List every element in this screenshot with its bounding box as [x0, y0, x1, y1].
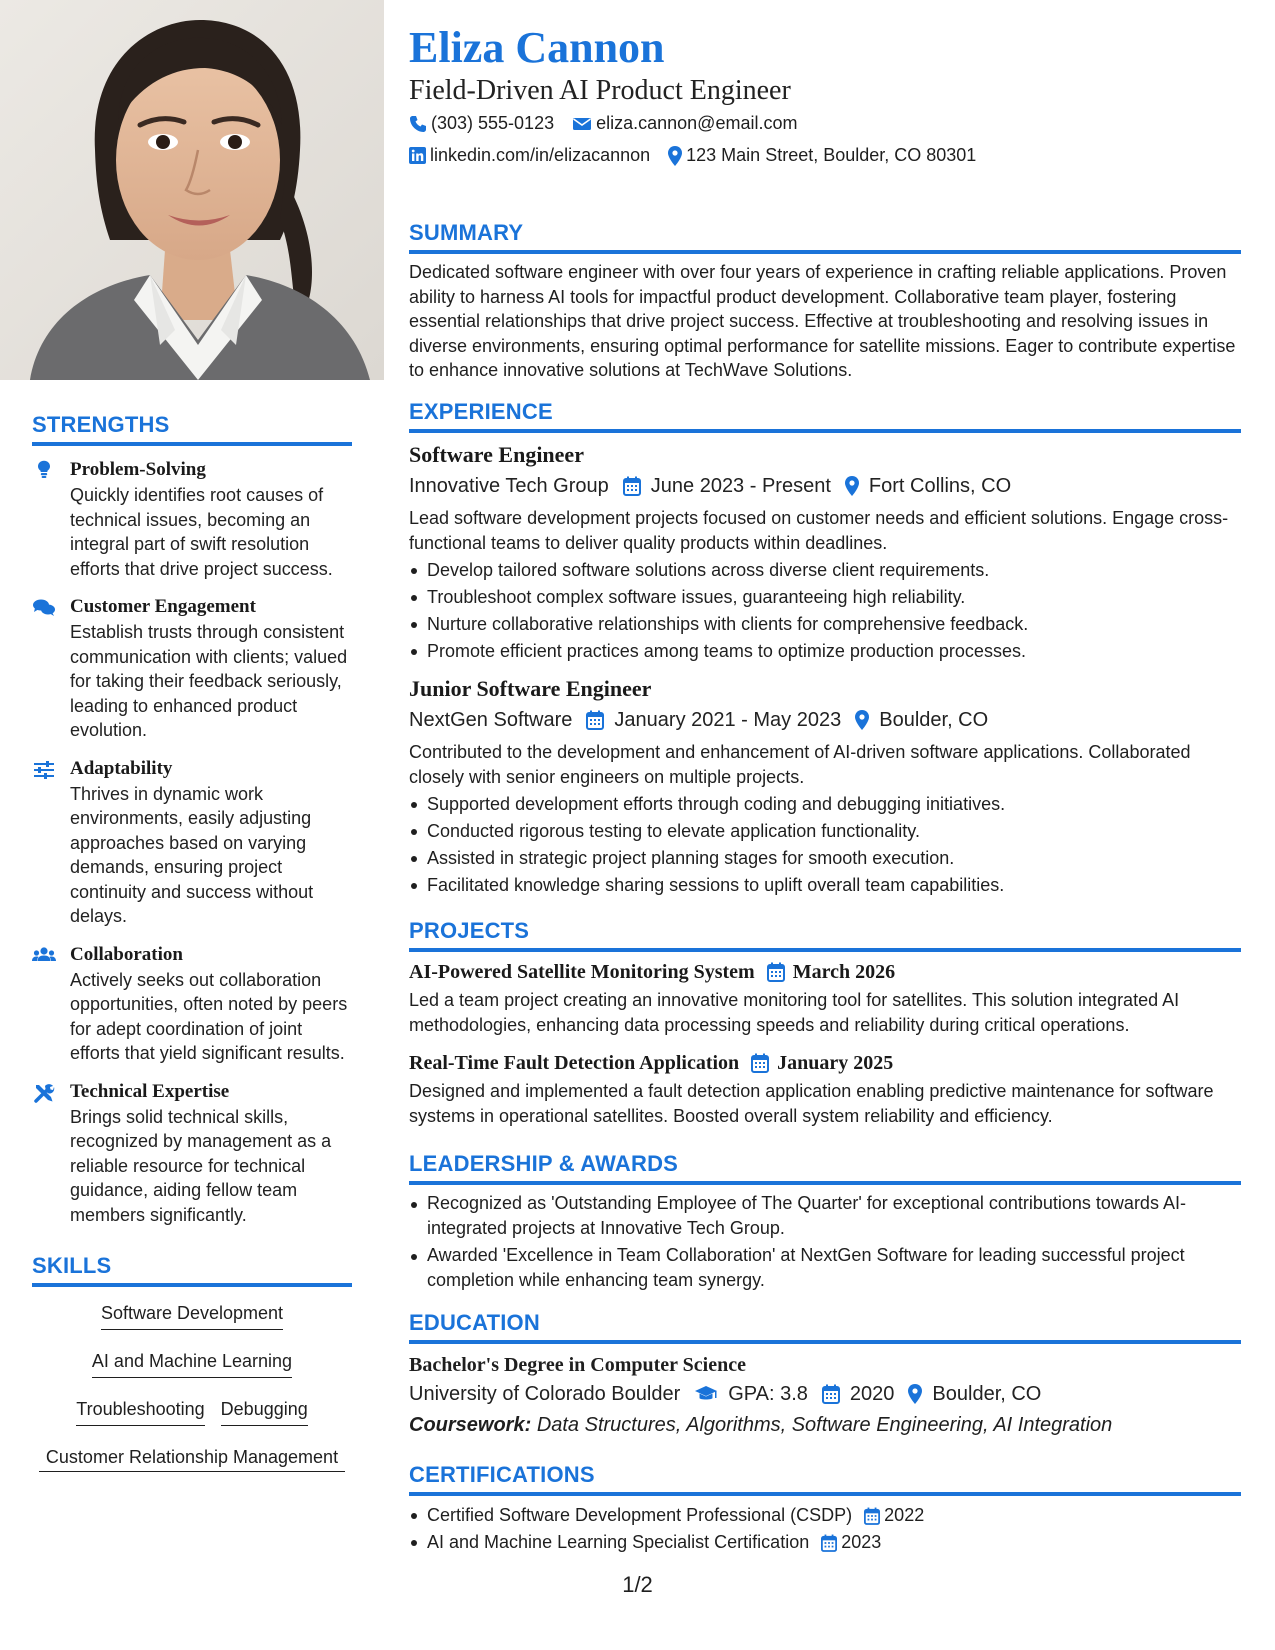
skill-tag: Debugging [221, 1397, 308, 1426]
job-bullet: Nurture collaborative relationships with clients for comprehensive feedback. [409, 611, 1241, 638]
strengths-rule [32, 442, 352, 446]
project-description: Led a team project creating an innovative monitoring tool for satellites. This solution integrated AI methodologies, enhancing data processing speeds and reliability during critical operations. [409, 990, 1180, 1035]
certification-list [409, 1502, 1241, 1556]
strength-description: Establish trusts through consistent communication with clients; valued for taking their feedback seriously, leading to enhanced product evolution. [70, 622, 348, 740]
job-location-wrap [855, 706, 988, 734]
project-title-row [409, 1049, 1241, 1077]
skill-tag: AI and Machine Learning [92, 1349, 292, 1378]
strength-item [32, 757, 352, 929]
gpa: GPA: 3.8 [728, 1383, 808, 1405]
contact-row-2 [409, 145, 994, 166]
contact-email [572, 113, 797, 134]
strength-title: Collaboration [70, 943, 183, 965]
strength-item [32, 595, 352, 743]
strength-title: Customer Engagement [70, 596, 256, 617]
edu-year-wrap [822, 1380, 895, 1408]
job-title: Software Engineer [409, 442, 584, 467]
job-dates-wrap [623, 472, 831, 500]
summary-text: Dedicated software engineer with over four years of experience in crafting reliable applications. Proven ability to harness AI tools for impactful product development. Collaborative team player, fostering essential relationships that drive project success. Effective at troubleshooting and resolving issues in diverse environments, ensuring optimal performance for satellite missions. Eager to contribute expertise to enhance innovative solutions at TechWave Solutions. [409, 262, 1236, 380]
skill-tag: Software Development [101, 1301, 283, 1330]
job-description: Contributed to the development and enhancement of AI-driven software applications. Collaborated closely with senior engineers on multiple projects. [409, 742, 1191, 787]
left-column [0, 0, 384, 1650]
linkedin-text: linkedin.com/in/elizacannon [430, 145, 651, 165]
project-entry [409, 1049, 1241, 1128]
job-bullet: Supported development efforts through coding and debugging initiatives. [409, 791, 1241, 818]
strength-item [32, 1080, 352, 1228]
strength-title: Adaptability [70, 757, 173, 779]
projects-section [409, 918, 1241, 1128]
gpa-wrap [694, 1380, 808, 1408]
graduation-cap-icon [694, 1385, 718, 1403]
phone-text: (303) 555-0123 [431, 113, 555, 133]
job-bullet: Facilitated knowledge sharing sessions to uplift overall team capabilities. [409, 872, 1241, 899]
certification-year: 2022 [884, 1505, 925, 1525]
envelope-icon [572, 116, 592, 132]
page-number: 1/2 [622, 1572, 653, 1597]
calendar-icon [822, 1384, 840, 1404]
contact-row [409, 113, 815, 134]
map-pin-icon [845, 476, 859, 496]
sliders-icon [32, 759, 56, 781]
lightbulb-icon [32, 460, 56, 482]
job-entry [409, 675, 1241, 899]
coursework-list: Data Structures, Algorithms, Software Engineering, AI Integration [536, 1414, 1113, 1436]
summary-section [409, 220, 1241, 383]
job-description: Lead software development projects focused on customer needs and efficient solutions. Engage cross-functional teams to deliver quality products within deadlines. [409, 508, 1229, 553]
job-bullet: Assisted in strategic project planning stages for smooth execution. [409, 845, 1241, 872]
job-bullet: Conducted rigorous testing to elevate application functionality. [409, 818, 1241, 845]
certification-item [409, 1529, 1241, 1556]
strength-title: Problem-Solving [70, 459, 206, 480]
certification-name: AI and Machine Learning Specialist Certification [427, 1532, 810, 1552]
email-text: eliza.cannon@email.com [596, 113, 798, 133]
award-bullet: Recognized as 'Outstanding Employee of The Quarter' for exceptional contributions towards AI-integrated projects at Innovative Tech Group. [409, 1191, 1241, 1240]
tools-icon [32, 1082, 56, 1104]
experience-section [409, 399, 1241, 899]
job-bullets [409, 557, 1241, 665]
strength-title: Technical Expertise [70, 1080, 230, 1102]
certification-item [409, 1502, 1241, 1529]
project-title-row [409, 958, 1241, 986]
candidate-headline: Field-Driven AI Product Engineer [409, 75, 791, 106]
strength-description: Thrives in dynamic work environments, easily adjusting approaches based on varying demands, ensuring project continuity and success without delays. [70, 783, 314, 926]
calendar-icon [623, 476, 641, 496]
experience-rule [409, 429, 1241, 433]
certifications-heading: CERTIFICATIONS [409, 1462, 595, 1487]
job-company: NextGen Software [409, 709, 573, 731]
coursework-label: Coursework: [409, 1414, 532, 1436]
candidate-name: Eliza Cannon [409, 23, 665, 72]
project-date: January 2025 [777, 1052, 894, 1074]
graduation-year: 2020 [849, 1383, 895, 1405]
job-bullet: Promote efficient practices among teams to optimize production processes. [409, 638, 1241, 665]
map-pin-icon [855, 710, 869, 730]
leadership-heading: LEADERSHIP & AWARDS [409, 1151, 679, 1176]
calendar-icon [821, 1534, 837, 1552]
strength-item [32, 943, 352, 1066]
job-bullet: Develop tailored software solutions across diverse client requirements. [409, 557, 1241, 584]
job-entry [409, 441, 1241, 665]
calendar-icon [864, 1507, 880, 1525]
leadership-section [409, 1151, 1241, 1292]
strength-item [32, 458, 352, 581]
project-date: March 2026 [792, 961, 896, 983]
certifications-section [409, 1462, 1241, 1556]
project-name: AI-Powered Satellite Monitoring System [409, 961, 755, 983]
skills-list [32, 1301, 352, 1472]
calendar-icon [751, 1053, 769, 1073]
education-rule [409, 1340, 1241, 1344]
education-section [409, 1310, 1241, 1439]
school-location: Boulder, CO [932, 1383, 1042, 1405]
project-description: Designed and implemented a fault detection application enabling predictive maintenance for software systems in operational satellites. Boosted overall system reliability and efficiency. [409, 1081, 1214, 1126]
projects-rule [409, 948, 1241, 952]
summary-rule [409, 250, 1241, 254]
job-dates: June 2023 - Present [650, 475, 831, 497]
job-meta [409, 706, 1241, 734]
coursework [409, 1411, 1241, 1439]
job-location: Fort Collins, CO [868, 475, 1012, 497]
strengths-heading: STRENGTHS [32, 412, 170, 437]
award-bullet: Awarded 'Excellence in Team Collaboration' at NextGen Software for leading successful project completion while enhancing team synergy. [409, 1243, 1241, 1292]
calendar-icon [767, 962, 785, 982]
skills-heading: SKILLS [32, 1253, 112, 1278]
skill-tag: Troubleshooting [76, 1397, 204, 1426]
profile-photo [0, 0, 384, 380]
school-name: University of Colorado Boulder [409, 1383, 681, 1405]
job-bullets [409, 791, 1241, 899]
education-meta [409, 1380, 1241, 1408]
address-text: 123 Main Street, Boulder, CO 80301 [686, 145, 977, 165]
job-location-wrap [845, 472, 1011, 500]
edu-location-wrap [908, 1380, 1041, 1408]
experience-heading: EXPERIENCE [409, 399, 553, 424]
job-dates-wrap [586, 706, 841, 734]
certification-name: Certified Software Development Professional (CSDP) [427, 1505, 853, 1525]
job-bullet: Troubleshoot complex software issues, guaranteeing high reliability. [409, 584, 1241, 611]
job-location: Boulder, CO [879, 709, 989, 731]
map-pin-icon [668, 146, 682, 166]
contact-linkedin [409, 145, 650, 166]
left-content [32, 412, 352, 1472]
education-heading: EDUCATION [409, 1310, 540, 1335]
strength-description: Quickly identifies root causes of technical issues, becoming an integral part of swift resolution efforts that drive project success. [70, 485, 333, 579]
leadership-bullets [409, 1191, 1241, 1292]
phone-icon [409, 115, 427, 133]
leadership-rule [409, 1181, 1241, 1185]
contact-phone [409, 113, 554, 134]
job-title: Junior Software Engineer [409, 676, 652, 701]
skills-rule [32, 1283, 352, 1287]
projects-heading: PROJECTS [409, 918, 530, 943]
linkedin-icon [409, 147, 426, 164]
summary-heading: SUMMARY [409, 220, 524, 245]
job-dates: January 2021 - May 2023 [614, 709, 842, 731]
certification-year: 2023 [841, 1532, 882, 1552]
users-icon [32, 945, 56, 967]
map-pin-icon [908, 1384, 922, 1404]
strength-description: Brings solid technical skills, recognized by management as a reliable resource for technical guidance, aiding fellow team members significantly. [70, 1106, 332, 1225]
strength-description: Actively seeks out collaboration opportunities, often noted by peers for adept coordination of joint efforts that yield significant results. [70, 969, 348, 1063]
skill-tag: Customer Relationship Management [39, 1445, 345, 1472]
certifications-rule [409, 1492, 1241, 1496]
project-name: Real-Time Fault Detection Application [409, 1052, 740, 1074]
job-meta [409, 472, 1241, 500]
contact-address [668, 145, 976, 166]
project-entry [409, 958, 1241, 1037]
degree-title: Bachelor's Degree in Computer Science [409, 1354, 746, 1376]
chat-bubbles-icon [32, 597, 56, 619]
calendar-icon [586, 710, 604, 730]
job-company: Innovative Tech Group [409, 475, 609, 497]
